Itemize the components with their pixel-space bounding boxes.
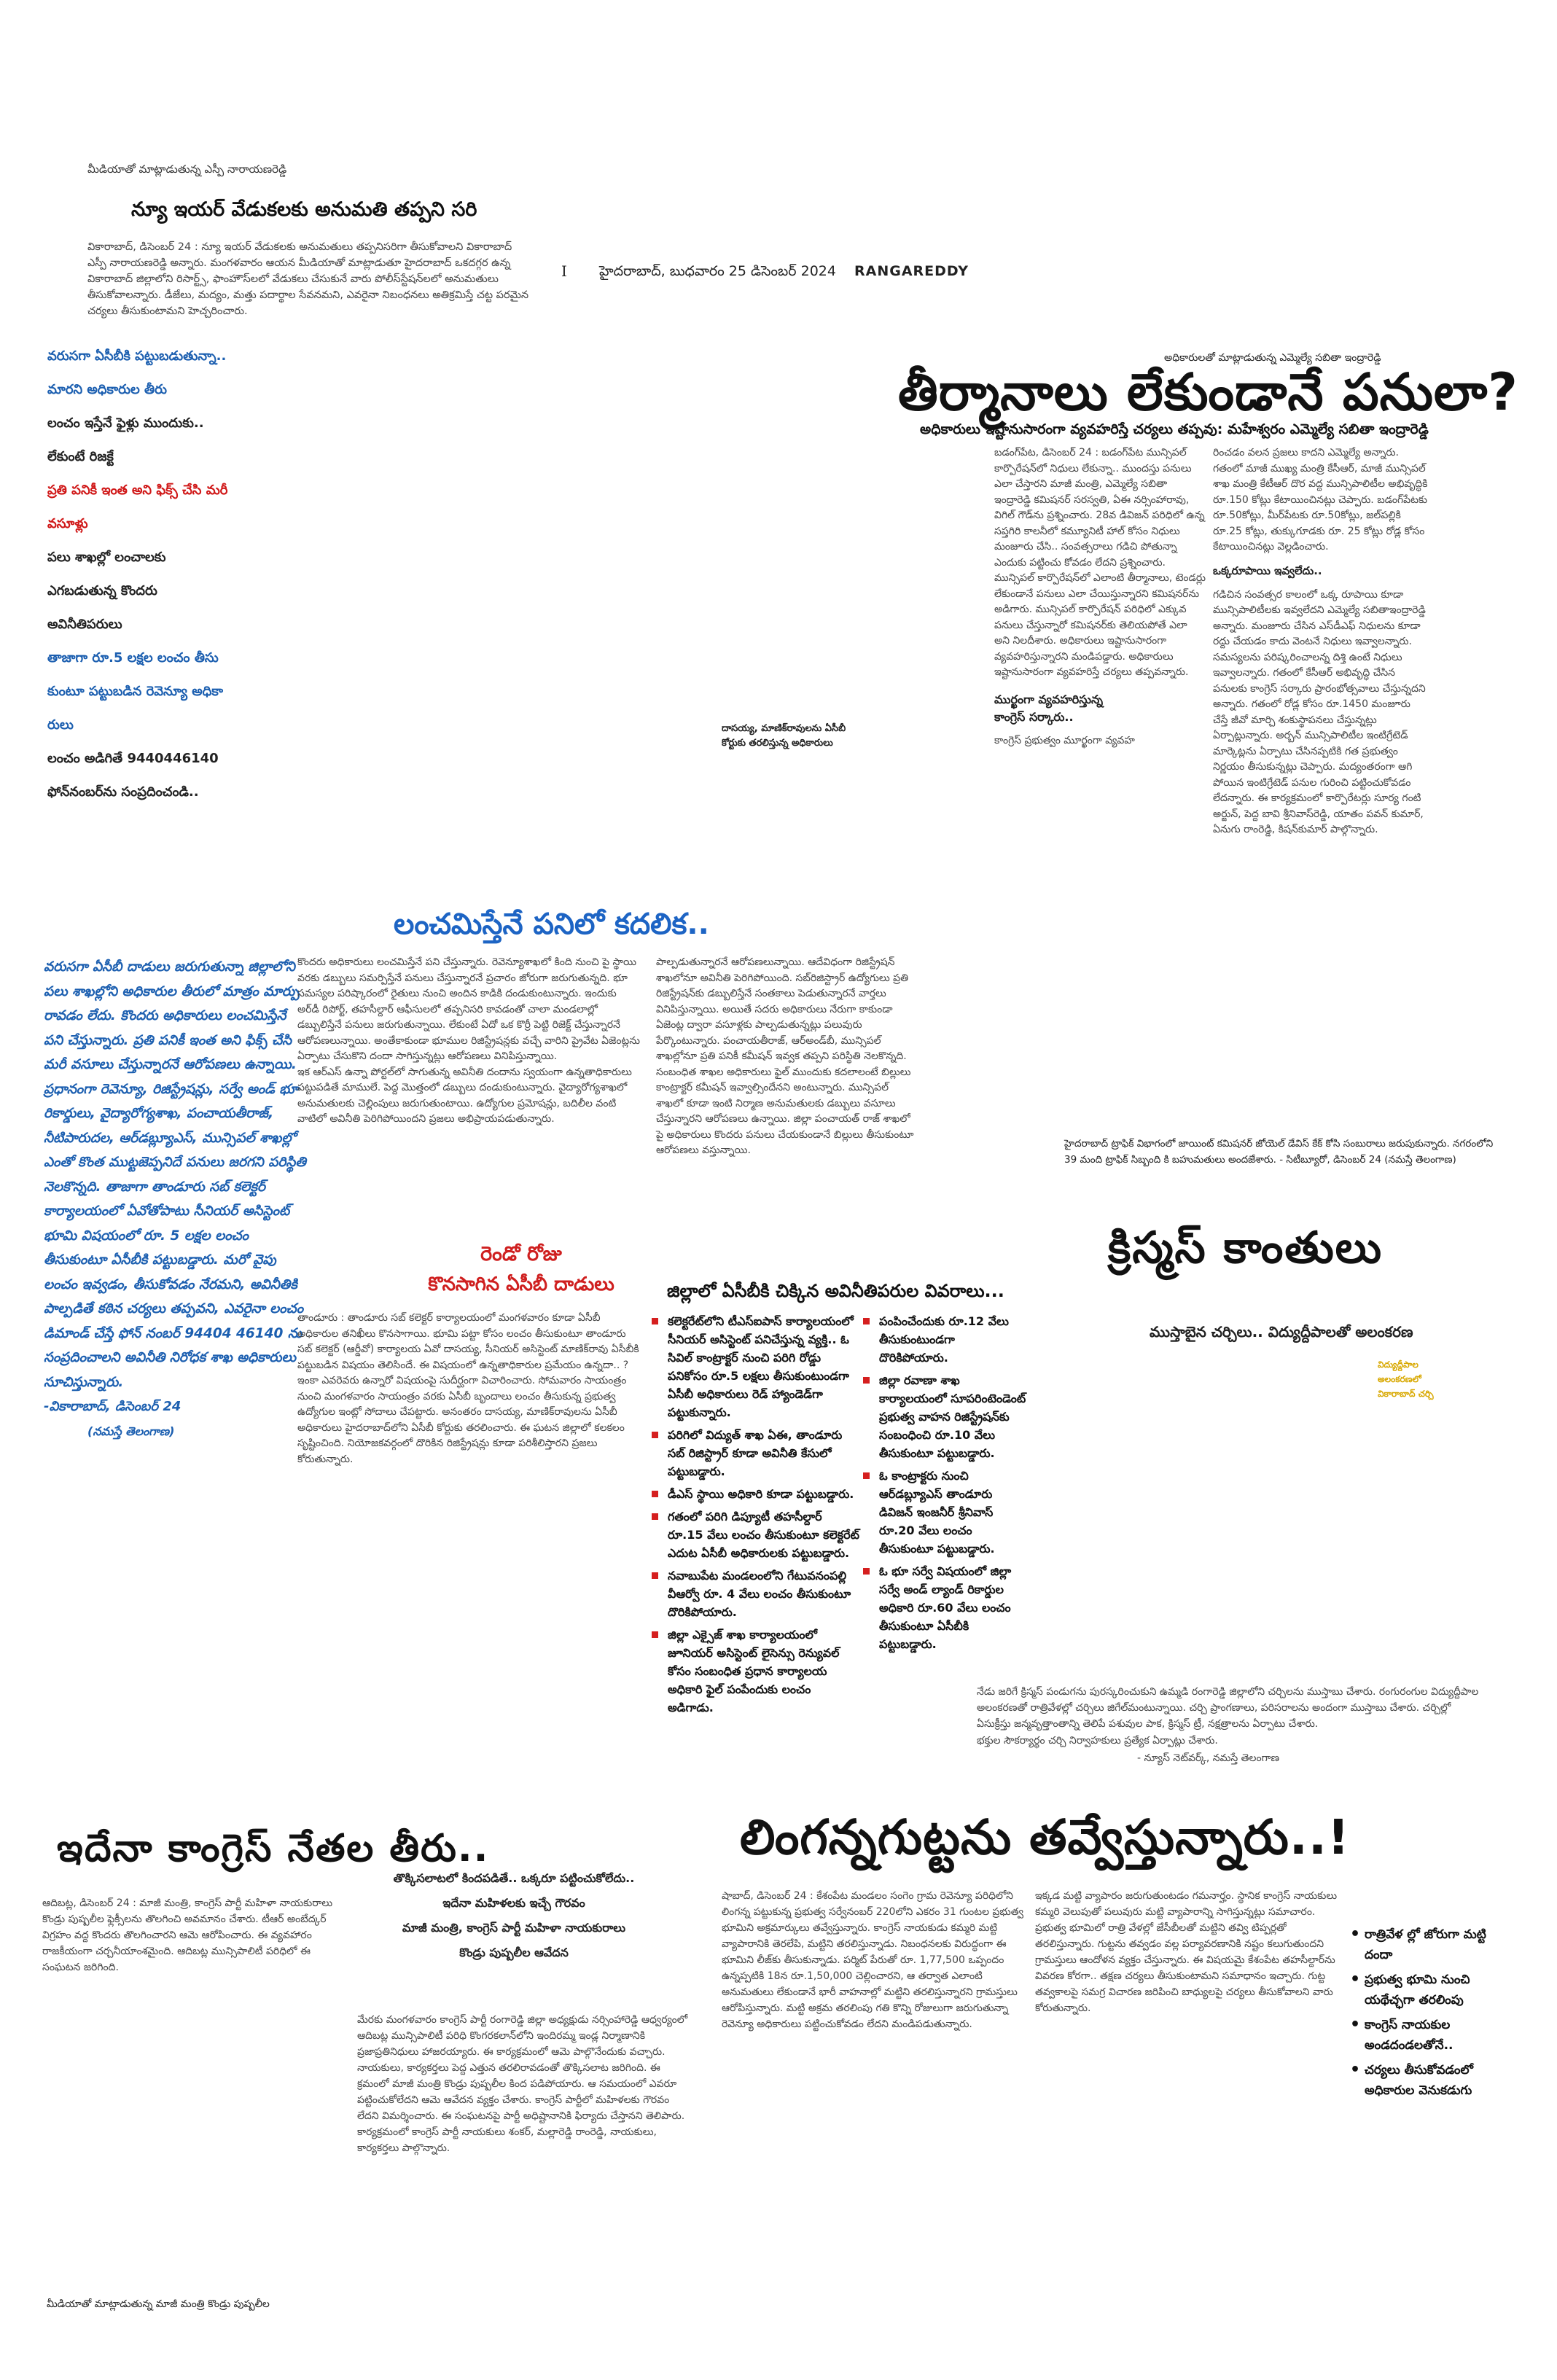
story-subhead: అధికారులు ఇష్టానుసారంగా వ్యవహరిస్తే చర్యలు తప్పవు: మహేశ్వరం ఎమ్మెల్యే సబితా ఇంద్రారెడ్డి	[920, 421, 1429, 437]
acb-list-item: పంపించేందుకు రూ.12 వేలు తీసుకుంటుండగా దొరికిపోయారు.	[860, 1312, 1028, 1367]
bribe-col-3: పాల్పడుతున్నారనే ఆరోపణలున్నాయి. ఆదేవిధంగా రిజిస్ట్రేషన్ శాఖలోనూ అవినీతి పెరిగిపోయింది. సబ్‌రిజిస్ట్రార్ ఉద్యోగులు ప్రతి రిజిస్ట్రేషన్‌కు డబ్బులిస్తేనే సంతకాలు పెడుతున్నారనే వార్తలు వినిపిస్తున్నాయి. అయితే సదరు అధికారులు నేరుగా కాకుండా ఏజెంట్ల ద్వారా వసూళ్లకు పాల్పడుతున్నట్లు పలువురు పేర్కొంటున్నారు. పంచాయతీరాజ్, ఆర్‌అండ్‌బీ, మున్సిపల్ శాఖల్లోనూ ప్రతి పనికీ కమీషన్ ఇవ్వక తప్పని పరిస్థితి నెలకొన్నది. సంబంధిత శాఖల అధికారులు ఫైల్ ముందుకు కదలాలంటే బిల్లులు కాంట్రాక్టర్ కమీషన్ ఇవ్వాల్సిందేనని అంటున్నారు. మున్సిపల్ శాఖలో కూడా ఇంటి నిర్మాణ అనుమతులకు డబ్బులు వసూలు చేస్తున్నారని ఆరోపణలు ఉన్నాయి. జిల్లా పంచాయత్ రాజ్ శాఖలో పై అధికారులు కొందరు పనులు చేయకుండానే బిల్లులు తీసుకుంటూ ఆరోపణలు వస్తున్నాయి.	[656, 956, 914, 1156]
story-headline: క్రిస్మస్ కాంతులు	[1108, 1222, 1384, 1273]
hillock-bullet: • చర్యలు తీసుకోవడంలో అధికారుల వెనుకడుగు	[1349, 2060, 1516, 2101]
sidebar-line: మారని అధికారుల తీరు	[47, 382, 168, 397]
acb-list-left	[649, 1312, 860, 1721]
story-headline: లింగన్నగుట్టను తవ్వేస్తున్నారు..!	[740, 1809, 1351, 1865]
bribe-lead: వరుసగా ఏసీబీ దాడులు జరుగుతున్నా జిల్లాలోని పలు శాఖల్లోని అధికారుల తీరులో మాత్రం మార్పు రావడం లేదు. కొందరు అధికారులు లంచమిస్తేనే పని చేస్తున్నారు. ప్రతి పనికీ ఇంత అని ఫిక్స్ చేసి మరీ వసూలు చేస్తున్నారనే ఆరోపణలు ఉన్నాయి. ప్రధానంగా రెవెన్యూ, రిజిస్ట్రేషన్లు, సర్వే అండ్ భూ రికార్డులు, వైద్యారోగ్యశాఖ, పంచాయతీరాజ్, నీటిపారుదల, ఆర్‌డబ్ల్యూఎస్, మున్సిపల్ శాఖల్లో ఎంతో కొంత ముట్టజెప్పనిదే పనులు జరగని పరిస్థితి నెలకొన్నది. తాజాగా తాండూరు సబ్ కలెక్టర్ కార్యాలయంలో ఏవోతోపాటు సీనియర్ అసిస్టెంట్ భూమి విషయంలో రూ. 5 లక్షల లంచం తీసుకుంటూ ఏసీబీకి పట్టుబడ్డారు. మరో వైపు లంచం ఇవ్వడం, తీసుకోవడం నేరమని, అవినీతికి పాల్పడితే కఠిన చర్యలు తప్పవని, ఎవరైనా లంచం డిమాండ్ చేస్తే ఫోన్ నంబర్ 94404 46140 ను సంప్రదించాలని అవినీతి నిరోధక శాఖ అధికారులు సూచిస్తున్నారు. -వికారాబాద్, డిసెంబర్ 24 (నమస్తే తెలంగాణ)	[44, 959, 306, 1438]
pull-quote: తొక్కిసలాటలో కిందపడితే.. ఒక్కరూ పట్టించుకోలేదు.. ఇదేనా మహిళలకు ఇచ్చే గౌరవం మాజీ మంత్రి, కాంగ్రెస్ పార్టీ మహిళా నాయకురాలు కొండ్రు పుష్పలీల ఆవేదన	[393, 1871, 635, 1959]
sidebar-acb	[47, 348, 266, 818]
sidebar-line: కుంటూ పట్టుబడిన రెవెన్యూ అధికా	[47, 684, 223, 699]
photo-caption: హైదరాబాద్ ట్రాఫిక్ విభాగంలో జాయింట్ కమిషనర్ జోయెల్ డేవిస్ కేక్ కోసి సంబురాలు జరుపుకున్నారు. నగరంలోని 39 మంది ట్రాఫిక్ సిబ్బంది కి బహుమతులు అందజేశారు. - సిటీబ్యూరో, డిసెంబర్ 24 (నమస్తే తెలంగాణ)	[1064, 1138, 1494, 1166]
sidebar-line: పలు శాఖల్లో లంచాలకు	[47, 550, 166, 565]
acb-list-item: నవాబుపేట మండలంలోని గేటువనంపల్లి వీఆర్వో రూ. 4 వేలు లంచం తీసుకుంటూ దొరికిపోయారు.	[649, 1566, 860, 1621]
acb-list-item: ఓ కాంట్రాక్టరు నుంచి ఆర్‌డబ్ల్యూఎస్ తాండూరు డివిజన్ ఇంజనీర్ శ్రీనివాస్ రూ.20 వేలు లంచం తీసుకుంటూ పట్టుబడ్డారు.	[860, 1467, 1028, 1558]
acb-list-item: డీఎస్ స్థాయి అధికారి కూడా పట్టుబడ్డారు.	[649, 1485, 860, 1503]
hillock-bullet: • ప్రభుత్వ భూమి నుంచి యథేచ్ఛగా తరలింపు	[1349, 1970, 1516, 2010]
hillock-col-2: ఇక్కడ మట్టి వ్యాపారం జరుగుతుంటడం గమనార్హం. స్థానిక కాంగ్రెస్ నాయకులు కమ్మరి వెలుపుతో పలువురు మట్టి వ్యాపారాన్ని సాగిస్తున్నట్లు సమాచారం. ప్రభుత్వ భూమిలో రాత్రి వేళల్లో జేసీబీలతో మట్టిని తవ్వి టిప్పర్లతో తరలిస్తున్నారు. గుట్టను తవ్వడం వల్ల పర్యావరణానికి నష్టం కలుగుతుందని గ్రామస్తులు ఆందోళన వ్యక్తం చేస్తున్నారు. ఈ విషయమై కేశంపేట తహసీల్దార్‌ను వివరణ కోరగా.. తక్షణ చర్యలు తీసుకుంటామని సమాధానం ఇచ్చారు. గుట్ట తవ్వకాలపై సమగ్ర విచారణ జరిపించి బాధ్యులపై చర్యలు తీసుకోవాలని వారు కోరుతున్నారు.	[1035, 1890, 1338, 2014]
sidebar-line: లంచం అడిగితే 9440446140	[47, 751, 219, 766]
congress-col-1: ఆదిబట్ల, డిసెంబర్ 24 : మాజీ మంత్రి, కాంగ్రెస్ పార్టీ మహిళా నాయకురాలు కొండ్రు పుష్పలీల ఫ్లెక్సీలను తొలగించి అవమానం చేశారు. టీఆర్ అంబేద్కర్ విగ్రహం వద్ద కొందరు తొలగించారని ఆమె ఆరోపించారు. ఈ వ్యవహారం రాజకీయంగా చర్చనీయాంశమైంది. ఆదిబట్ల మున్సిపాలిటీ పరిధిలో ఈ సంఘటన జరిగింది.	[42, 1897, 333, 1973]
sidebar-line: అవినీతిపరులు	[47, 617, 122, 632]
acb-list-item: జిల్లా ఎక్సైజ్ శాఖ కార్యాలయంలో జూనియర్ అసిస్టెంట్ లైసెన్సు రెన్యువల్ కోసం సంబంధిత ప్రధాన కార్యాలయ అధికారి ఫైల్ పంపేందుకు లంచం అడిగాడు.	[649, 1626, 860, 1717]
sidebar-line: లంచం ఇస్తేనే ఫైళ్లు ముందుకు..	[47, 415, 204, 431]
list-title: జిల్లాలో ఏసీబీకి చిక్కిన అవినీతిపరుల వివరాలు...	[667, 1281, 1004, 1301]
story-headline: తీర్మానాలు లేకుండానే పనులా?	[898, 362, 1518, 422]
hillock-bullet: • రాత్రివేళ ల్లో జోరుగా మట్టి దందా	[1349, 1924, 1516, 1965]
mla-col-2: రించడం వలన ప్రజలు కాదని ఎమ్మెల్యే అన్నారు. గతంలో మాజీ ముఖ్య మంత్రి కేసీఆర్, మాజీ మున్సిపల్ శాఖ మంత్రి కేటీఆర్ దొర వద్ద మున్సిపాలిటీల అభివృద్ధికి రూ.150 కోట్లు కేటాయించినట్లు చెప్పారు. బడంగ్‌పేటకు రూ.50కోట్లు, మీర్‌పేటకు రూ.50కోట్లు, జల్‌పల్లికి రూ.25 కోట్లు, తుక్కుగూడకు రూ. 25 కోట్లు రోడ్ల కోసం కేటాయించినట్లు వెల్లడించారు. ఒక్కరూపాయి ఇవ్వలేదు.. గడిచిన సంవత్సర కాలంలో ఒక్క రూపాయి కూడా మున్సిపాలిటీలకు ఇవ్వలేదని ఎమ్మెల్యే సబితాఇంద్రారెడ్డి అన్నారు. మంజూరు చేసిన ఎస్‌డీఎఫ్ నిధులను కూడా రద్దు చేయడం కాదు వెంటనే నిధులు ఇవ్వాలన్నారు. సమస్యలను పరిష్కరించాలన్న దిశ్తి ఉంటే నిధులు ఇవ్వాలన్నారు. గతంలో కేసీఆర్ అభివృద్ధి చేసిన పనులకు కాంగ్రెస్ సర్కారు ప్రారంభోత్సవాలు చేస్తున్నదని అన్నారు. గతంలో రోడ్ల కోసం రూ.1450 మంజూరు చేస్తే జీవో మార్చి శంకుస్థాపనలు చేస్తున్నట్లు ఏర్పాట్లున్నారు. అర్బన్ మున్సిపాలిటీల ఇంటిగ్రేటెడ్ మార్కెట్లను ఏర్పాటు చేసినప్పటికి గత ప్రభుత్వం నిర్ణయం తీసుకున్నట్లు చెప్పారు. మద్యంతరంగా ఆగి పోయిన ఇంటిగ్రేటెడ్ పనుల గురించి పట్టించుకోవడం లేదన్నారు. ఈ కార్యక్రమంలో కార్పొరేటర్లు సూర్య గంటి అర్జున్, పెద్ద బావి శ్రీనివాస్‌రెడ్డి, యాతం పవన్ కుమార్, ఏనుగు రాంరెడ్డి, కిషన్‌కుమార్ పాల్గొన్నారు.	[1213, 447, 1428, 835]
sidebar-line: ఫోన్‌నంబర్‌ను సంప్రదించండి..	[47, 784, 199, 800]
bribe-col-2: కొందరు అధికారులు లంచమిస్తేనే పని చేస్తున్నారు. రెవెన్యూశాఖలో కింది నుంచి పై స్థాయి వరకు డబ్బులు సమర్పిస్తేనే పనులు చేస్తున్నారనే ప్రచారం జోరుగా జరుగుతున్నది. భూ సమస్యల పరిష్కారంలో రైతులు నుంచి అందిన కాడికి దండుకుంటున్నారు. ఇందుకు అర్‌డీ రిపోర్ట్, తహసీల్దార్ ఆఫీసులలో తప్పనిసరి కావడంతో చాలా మండలాల్లో డబ్బులిస్తేనే పనులు జరుగుతున్నాయి. లేకుంటే ఏదో ఒక కొర్రీ పెట్టి రిజెక్ట్ చేస్తున్నారనే ఆరోపణలున్నాయి. అంతేకాకుండా భూముల రిజిస్ట్రేషన్లకు వచ్చే వారిని ప్రైవేట ఏజెంట్లను ఏర్పాటు చేసుకొని దందా సాగిస్తున్నట్లు ఆరోపణలు వినిపిస్తున్నాయి. ఇక ఆర్‌ఎస్ ఉన్నా పోర్టల్‌లో సాగుతున్న అవినీతి దందాను స్వయంగా ఉన్నతాధికారులు పట్టుపడితే మాములే. పెద్ద మొత్తంలో డబ్బులు దండుకుంటున్నారు. వైద్యారోగ్యశాఖలో అనుమతులకు చెల్లింపులు జరుగుతుంటాయి. ఉద్యోగుల ప్రమోషన్లు, బదిలీల వంటి వాటిలో అవినీతి పెరిగిపోయిందని ప్రజలు అభిప్రాయపడుతున్నారు.	[297, 956, 640, 1125]
story-subhead: ముస్తాబైన చర్చిలు.. విద్యుద్దీపాలతో అలంకరణ	[1150, 1323, 1413, 1341]
sidebar-line: రులు	[47, 717, 74, 733]
sidebar-line: ఎగబడుతున్న కొందరు	[47, 583, 157, 598]
sidebar-line: తాజాగా రూ.5 లక్షల లంచం తీసు	[47, 650, 219, 666]
photo-caption: దాసయ్య, మాణిక్‌రావులను ఏసీబీ కోర్టుకు తరలిస్తున్న అధికారులు	[722, 723, 846, 749]
acb-list-item: ఓ భూ సర్వే విషయంలో జిల్లా సర్వే అండ్ ల్యాండ్ రికార్డుల అధికారి రూ.60 వేలు లంచం తీసుకుంటూ ఏసీబీకి పట్టుబడ్డారు.	[860, 1562, 1028, 1653]
hillock-bullet: • కాంగ్రెస్ నాయకుల అండదండలతోనే..	[1349, 2015, 1516, 2056]
new-year-story	[87, 163, 529, 319]
acb-list-item: కలెక్టరేట్‌లోని టీఎస్‌ఐపాస్ కార్యాలయంలో సీనియర్ అసిస్టెంట్ పనిచేస్తున్న వ్యక్తి.. ఓ సివిల్ కాంట్రాక్టర్ నుంచి పరిగి రోడ్డు పనికోసం రూ.5 లక్షలు తీసుకుంటుండగా ఏసీబీ అధికారులు రెడ్ హ్యాండెడ్‌గా పట్టుకున్నారు.	[649, 1312, 860, 1421]
photo-caption: విద్యుద్దీపాల అలంకరణలో వికారాబాద్ చర్చి	[1378, 1359, 1434, 1399]
acb-list-item: జిల్లా రవాణా శాఖ కార్యాలయంలో సూపరింటెండెంట్ ప్రభుత్వ వాహన రిజిస్ట్రేషన్‌కు సంబంధించి రూ.10 వేలు తీసుకుంటూ పట్టుబడ్డారు.	[860, 1371, 1028, 1462]
acb-list-right	[860, 1312, 1028, 1658]
sidebar-line: లేకుంటే రిజక్టే	[47, 449, 114, 464]
hillock-col-1: షాబాద్, డిసెంబర్ 24 : కేశంపేట మండలం సంగెం గ్రామ రెవెన్యూ పరిధిలోని లింగన్న పట్టుకున్న ప్రభుత్వ సర్వేనంబర్ 220లోని ఎకరం 31 గుంటల ప్రభుత్వ భూమిని అక్రమార్కులు తవ్వేస్తున్నారు. కాంగ్రెస్ నాయకుడు కమ్మరి మట్టి వ్యాపారానికి తెరలేపి, మట్టిని తరలిస్తున్నాడు. నిబంధనలకు విరుద్ధంగా ఈ భూమిని లీజ్‌కు తీసుకున్నాడు. పర్మిట్ పేరుతో రూ. 1,77,500 ఒప్పందం ఉన్నప్పటికి 18న రూ.1,50,000 చెల్లించారని, ఆ తర్వాత ఎలాంటి అనుమతులు లేకుండానే భారీ వాహనాల్లో మట్టిని తరలిస్తున్నారని గ్రామస్తులు ఆరోపిస్తున్నారు. మట్టి అక్రమ తరలింపు గతి కొన్ని రోజులుగా జరుగుతున్నా రెవెన్యూ అధికారులు పట్టించుకోవడం లేదని మండిపడుతున్నారు.	[722, 1890, 1023, 2030]
hillock-bullets	[1349, 1924, 1516, 2105]
photo-caption: మీడియాతో మాట్లాడుతున్న ఎస్పీ నారాయణరెడ్డి	[87, 163, 287, 176]
story-headline: ఇదేనా కాంగ్రెస్ నేతల తీరు..	[57, 1827, 490, 1870]
sidebar-line: వసూళ్లు	[47, 516, 88, 531]
sub-head-red: రెండో రోజు కొనసాగిన ఏసీబీ దాడులు	[428, 1243, 614, 1295]
acb-list-item: పరిగిలో విద్యుత్ శాఖ ఏఈ, తాండూరు సబ్ రిజిస్ట్రార్ కూడా అవినీతి కేసులో పట్టుబడ్డారు.	[649, 1426, 860, 1480]
story-body: వికారాబాద్, డిసెంబర్ 24 : న్యూ ఇయర్ వేడుకలకు అనుమతులు తప్పనిసరిగా తీసుకోవాలని వికారాబాద్ ఎస్పీ నారాయణరెడ్డి అన్నారు. మంగళవారం ఆయన మీడియాతో మాట్లాడుతూ హైదరాబాద్ ఒకదగ్గర ఉన్న వికారాబాద్ జిల్లాలోని రిసార్ట్స్, ఫాంహౌస్‌లలో వేడుకలు చేసుకునే వారు పోలీస్‌స్టేషన్‌లలో అనుమతులు తీసుకోవాలన్నారు. డీజేలు, మద్యం, మత్తు పదార్థాల సేవనమని, ఎవరైనా నిబంధనలు అతిక్రమిస్తే చట్ట పరమైన చర్యలు తీసుకుంటామని హెచ్చరించారు.	[87, 241, 529, 317]
story-headline: లంచమిస్తేనే పనిలో కదలిక..	[394, 908, 709, 941]
sidebar-line: ప్రతి పనికీ ఇంత అని ఫిక్స్ చేసి మరీ	[47, 483, 228, 498]
sidebar-line: వరుసగా ఏసీబీకి పట్టుబడుతున్నా..	[47, 348, 227, 364]
mla-col-1: బడంగ్‌పేట, డిసెంబర్ 24 : బడంగ్‌పేట మున్సిపల్ కార్పొరేషన్‌లో నిధులు లేకున్నా.. ముందస్తు పనులు ఎలా చేస్తారని మాజీ మంత్రి, ఎమ్మెల్యే సబితా ఇంద్రారెడ్డి కమిషనర్ సరస్వతి, ఏఈ నర్సింహారావు, విగిల్ గౌడ్‌ను ప్రశ్నించారు. 28వ డివిజన్ పరిధిలో ఉన్న సప్తగిరి కాలనీలో కమ్యూనిటీ హాల్ కోసం నిధులు మంజూరు చేసి.. సంవత్సరాలు గడిచి పోతున్నా ఎందుకు పట్టించు కోవడం లేదని ప్రశ్నించారు. మున్సిపల్ కార్పొరేషన్‌లో ఎలాంటి తీర్మానాలు, టెండర్లు లేకుండానే పనులు ఎలా చేయిస్తున్నారని కమిషనర్‌ను అడిగారు. మున్సిపల్ కార్పొరేషన్ పరిధిలో ఎక్కువ పనులు చేస్తున్నారో కమిషనర్‌కు తెలియపోతే ఎలా అని నిలదీశారు. అధికారులు ఇష్టానుసారంగా వ్యవహరిస్తున్నారని మండిపడ్డారు. అధికారులు ఇష్టానుసారంగా వ్యవహరిస్తే చర్యలు తప్పవన్నారు. ముర్ఖంగా వ్యవహరిస్తున్న కాంగ్రెస్ సర్కారు.. కాంగ్రెస్ ప్రభుత్వం మూర్ఖంగా వ్యవహ	[994, 447, 1206, 746]
story-headline: న్యూ ఇయర్ వేడుకలకు అనుమతి తప్పని సరి	[131, 198, 477, 221]
bribe-col-lower: తాండూరు : తాండూరు సబ్ కలెక్టర్ కార్యాలయంలో మంగళవారం కూడా ఏసీబీ అధికారుల తనిఖీలు కొనసాగాయి. భూమి పట్టా కోసం లంచం తీసుకుంటూ తాండూరు సబ్ కలెక్టర్ (ఆర్డీవో) కార్యాలయ ఏవో దాసయ్య, సీనియర్ అసిస్టెంట్ మాణిక్‌రావు ఏసీబీకి పట్టుబడిన విషయం తెలిసిందే. ఈ విషయంలో ఉన్నతాధికారుల ప్రమేయం ఉన్నదా.. ? ఇంకా ఎవరెవరు ఉన్నారో విషయంపై సుదీర్ఘంగా విచారించారు. సోమవారం సాయంత్రం నుంచి మంగళవారం సాయంత్రం వరకు ఏసీబీ బృందాలు లంచం తీసుకున్న ప్రభుత్వ ఉద్యోగుల ఇంట్లో సోదాలు చేపట్టారు. అనంతరం దాసయ్య, మాణిక్‌రావులను ఏసీబీ అధికారులు హైదరాబాద్‌లోని ఏసీబీ కోర్టుకు తరలించారు. ఈ ఘటన జిల్లాలో కలకలం సృష్టించింది. నియోజకవర్గంలో దొరికిన రిజిస్ట్రేషన్లు కూడా పరిశీలిస్తారని ప్రజలు కోరుతున్నారు.	[297, 1312, 639, 1465]
photo-caption: మీడియాతో మాట్లాడుతున్న మాజీ మంత్రి కొండ్రు పుష్పలీల	[47, 2298, 270, 2310]
section-label: RANGAREDDY	[854, 263, 969, 279]
congress-col-2: మేరకు మంగళవారం కాంగ్రెస్ పార్టీ రంగారెడ్డి జిల్లా అధ్యక్షుడు నర్సింహారెడ్డి ఆధ్వర్యంలో ఆదిబట్ల మున్సిపాలిటీ పరిధి కొంగరకలాన్‌లోని ఇందిరమ్మ ఇండ్ల నిర్మాణానికి ప్రజాప్రతినిధులు హాజరయ్యారు. ఈ కార్యక్రమంలో ఆమె పాల్గొనేందుకు వచ్చారు. నాయకులు, కార్యకర్తలు పెద్ద ఎత్తున తరలిరావడంతో తొక్కిసలాట జరిగింది. ఈ క్రమంలో మాజీ మంత్రి కొండ్రు పుష్పలీల కింద పడిపోయారు. ఆ సమయంలో ఎవరూ పట్టించుకోలేదని ఆమె ఆవేదన వ్యక్తం చేశారు. కాంగ్రెస్ పార్టీలో మహిళలకు గౌరవం లేదని విమర్శించారు. ఈ సంఘటనపై పార్టీ అధిష్టానానికి ఫిర్యాదు చేస్తానని తెలిపారు. కార్యక్రమంలో కాంగ్రెస్ పార్టీ నాయకులు శంకర్, మల్లారెడ్డి రాంరెడ్డి, నాయకులు, కార్యకర్తలు పాల్గొన్నారు.	[357, 2014, 688, 2154]
acb-list-item: గతంలో పరిగి డిప్యూటీ తహసీల్దార్ రూ.15 వేలు లంచం తీసుకుంటూ కలెక్టరేట్ ఎదుట ఏసీబీ అధికారులకు పట్టుబడ్డారు.	[649, 1507, 860, 1562]
dateline: హైదరాబాద్, బుధవారం 25 డిసెంబర్ 2024	[599, 263, 836, 279]
photo-caption: అధికారులతో మాట్లాడుతున్న ఎమ్మెల్యే సబితా ఇంద్రారెడ్డి	[1164, 352, 1381, 364]
christmas-body: నేడు జరిగే క్రిస్మస్ పండుగను పురస్కరించుకుని ఉమ్మడి రంగారెడ్డి జిల్లాలోని చర్చిలను ముస్తాబు చేశారు. రంగురంగుల విద్యుద్దీపాల అలంకరణతో రాత్రివేళల్లో చర్చిలు జిగేల్‌మంటున్నాయి. చర్చి ప్రాంగణాలు, పరిసరాలను అందంగా ముస్తాబు చేశారు. చర్చిల్లో ఏసుక్రీస్తు జన్మవృత్తాంతాన్ని తెలిపే పశువుల పాక, క్రిస్మస్ ట్రీ, నక్షత్రాలను ఏర్పాటు చేశారు. భక్తుల సౌకర్యార్థం చర్చి నిర్వాహకులు ప్రత్యేక ఏర్పాట్లు చేశారు. - న్యూస్ నెట్‌వర్క్, నమస్తే తెలంగాణ	[977, 1686, 1479, 1764]
page-number: I	[561, 262, 567, 280]
